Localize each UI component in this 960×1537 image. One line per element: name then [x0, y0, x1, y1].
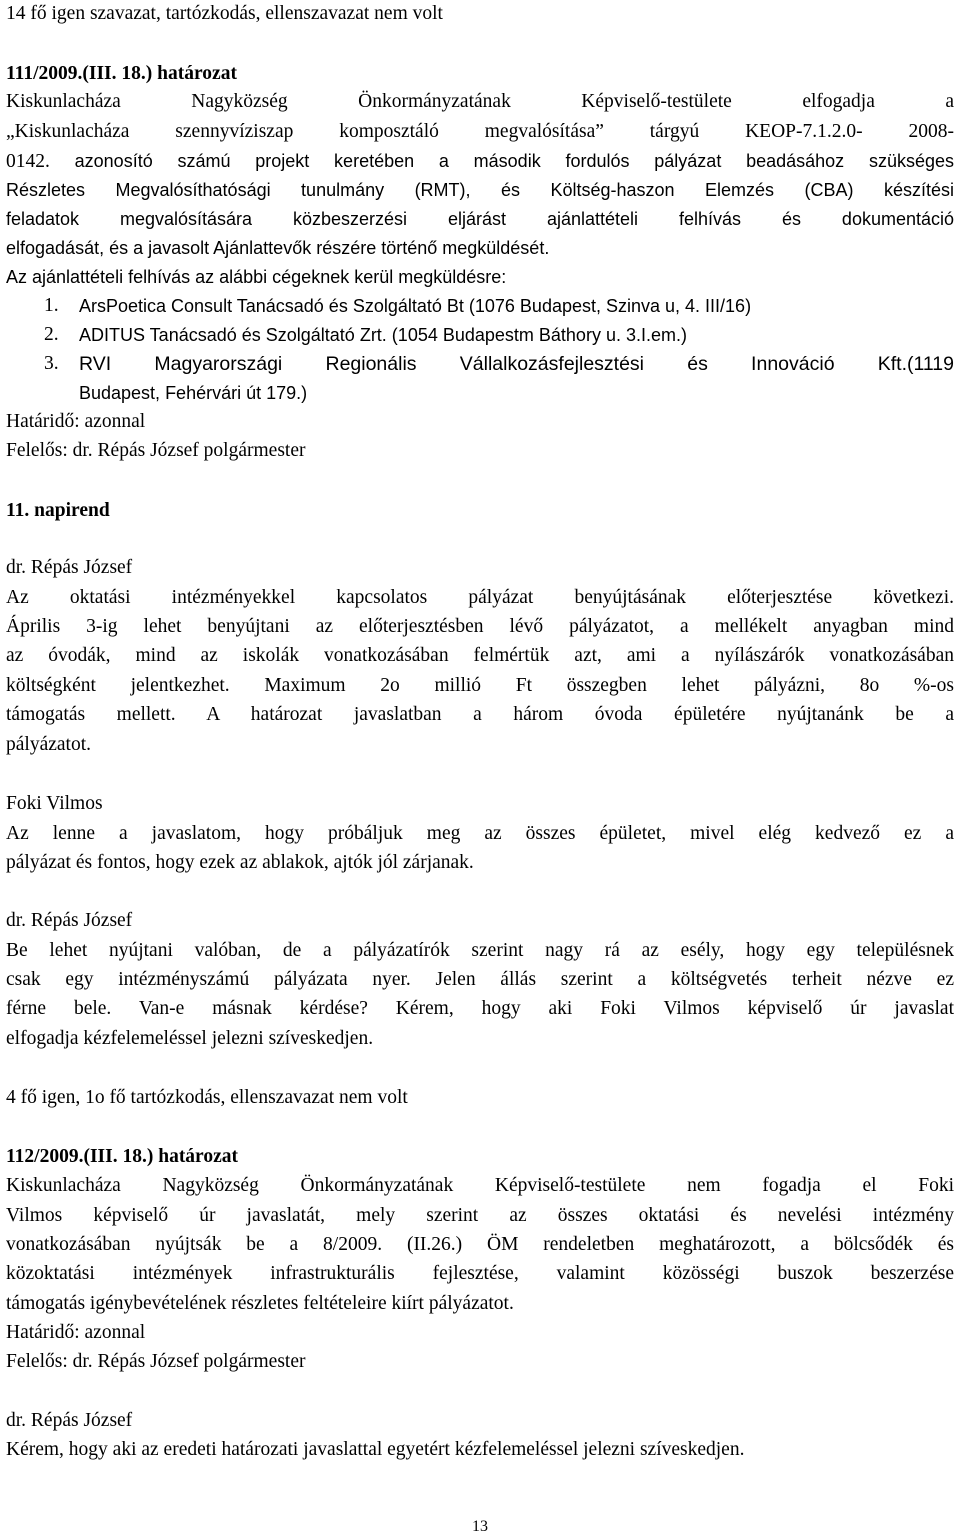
speaker-name: Foki Vilmos — [6, 793, 103, 814]
recipients-intro: Az ajánlattételi felhívás az alábbi cégeknek kerül megküldésre: — [6, 267, 507, 287]
resolution-111-line: Kiskunlacháza Nagyközség Önkormányzatának Képviselő-testülete elfogadja a — [6, 91, 954, 112]
speaker-name: dr. Répás József — [6, 1410, 133, 1431]
speech-line: Az oktatási intézményekkel kapcsolatos pályázat benyújtásának előterjesztése következi. — [6, 587, 954, 608]
resolution-112-line: támogatás igénybevételének részletes feltételeire kiírt pályázatot. — [6, 1293, 514, 1314]
recipient-number: 3. — [44, 353, 59, 374]
recipient-text-continued: Budapest, Fehérvári út 179.) — [79, 383, 308, 403]
responsible: Felelős: dr. Répás József polgármester — [6, 440, 306, 461]
resolution-112-line: közoktatási intézmények infrastrukturális fejlesztése, valamint közösségi buszok beszerzése — [6, 1263, 954, 1284]
responsible: Felelős: dr. Répás József polgármester — [6, 1351, 306, 1372]
speech-line: Április 3-ig lehet benyújtani az előterjesztésben lévő pályázatot, a mellékelt anyagban mind — [6, 616, 954, 637]
resolution-111-line: Részletes Megvalósíthatósági tunulmány (RMT), és Költség-haszon Elemzés (CBA) készítési — [6, 180, 954, 200]
speaker-name: dr. Répás József — [6, 910, 133, 931]
speaker-name: dr. Répás József — [6, 557, 133, 578]
speech-line: költségként jelentkezhet. Maximum 2o millió Ft összegben lehet pályázni, 8o %-os — [6, 675, 954, 696]
recipient-text: ArsPoetica Consult Tanácsadó és Szolgáltató Bt (1076 Budapest, Szinva u, 4. III/16) — [79, 296, 752, 316]
resolution-112-line: Kiskunlacháza Nagyközség Önkormányzatának Képviselő-testülete nem fogadja el Foki — [6, 1175, 954, 1196]
resolution-111-line-rest: azonosító számú projekt keretében a második fordulós pályázat beadásához szükséges — [49, 151, 954, 171]
speech-line: Kérem, hogy aki az eredeti határozati javaslattal egyetért kézfelemeléssel jelezni szíveskedjen. — [6, 1439, 745, 1460]
deadline: Határidő: azonnal — [6, 411, 146, 432]
speech-line: férne bele. Van-e másnak kérdése? Kérem, hogy aki Foki Vilmos képviselő úr javaslat — [6, 998, 954, 1019]
vote-result-1: 14 fő igen szavazat, tartózkodás, ellenszavazat nem volt — [6, 3, 443, 24]
recipient-text: ADITUS Tanácsadó és Szolgáltató Zrt. (1054 Budapestm Báthory u. 3.I.em.) — [79, 325, 687, 345]
resolution-111-line: feladatok megvalósítására közbeszerzési eljárást ajánlattételi felhívás és dokumentáció — [6, 209, 954, 229]
agenda-item-title: 11. napirend — [6, 500, 110, 521]
speech-line: Be lehet nyújtani valóban, de a pályázatírók szerint nagy rá az esély, hogy egy településnek — [6, 940, 954, 961]
speech-line: pályázat és fontos, hogy ezek az ablakok, ajtók jól zárjanak. — [6, 852, 474, 873]
resolution-112-title: 112/2009.(III. 18.) határozat — [6, 1146, 239, 1167]
speech-line: elfogadja kézfelemeléssel jelezni szíveskedjen. — [6, 1028, 374, 1049]
resolution-111-line — [6, 149, 954, 174]
resolution-111-title: 111/2009.(III. 18.) határozat — [6, 63, 237, 84]
recipient-text: RVI Magyarországi Regionális Vállalkozásfejlesztési és Innováció Kft.(1119 — [79, 353, 954, 375]
recipient-number: 2. — [44, 324, 59, 345]
speech-line: Az lenne a javaslatom, hogy próbáljuk meg az összes épületet, mivel elég kedvező ez a — [6, 823, 954, 844]
speech-line: pályázatot. — [6, 734, 91, 755]
speech-line: csak egy intézményszámú pályázata nyer. Jelen állás szerint a költségvetés terheit nézve ez — [6, 969, 954, 990]
vote-result-2: 4 fő igen, 1o fő tartózkodás, ellenszavazat nem volt — [6, 1087, 408, 1108]
resolution-111-line: elfogadását, és a javasolt Ajánlattevők részére történő megküldését. — [6, 238, 550, 258]
deadline: Határidő: azonnal — [6, 1322, 146, 1343]
resolution-111-line: „Kiskunlacháza szennyvíziszap komposztáló megvalósítása” tárgyú KEOP-7.1.2.0- 2008- — [6, 121, 954, 142]
speech-line: az óvodák, mind az iskolák vonatkozásában felmértük azt, ami a nyílászárók vonatkozásában — [6, 645, 954, 666]
recipient-number: 1. — [44, 295, 59, 316]
resolution-112-line: vonatkozásában nyújtsák be a 8/2009. (II.26.) ÖM rendeletben meghatározott, a bölcsődék és — [6, 1234, 954, 1255]
project-id-suffix: 0142. — [6, 151, 50, 172]
resolution-112-line: Vilmos képviselő úr javaslatát, mely szerint az összes oktatási és nevelési intézmény — [6, 1205, 954, 1226]
page-number: 13 — [472, 1518, 488, 1535]
speech-line: támogatás mellett. A határozat javaslatban a három óvoda épületére nyújtanánk be a — [6, 704, 954, 725]
